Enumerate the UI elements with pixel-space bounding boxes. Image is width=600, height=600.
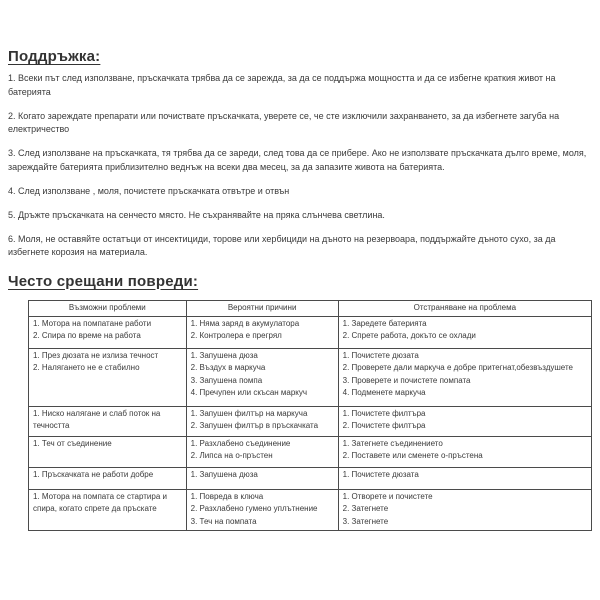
table-cell-causes (186, 316, 338, 348)
cell-line: 2. Почистете филтъра (342, 421, 426, 430)
faults-heading: Често срещани повреди: (8, 272, 199, 290)
table-cell-solutions (338, 316, 591, 348)
cell-line: 2. Проверете дали маркуча е добре притегнат,обезвъздушете (342, 363, 573, 372)
faults-table-header-row (29, 300, 592, 316)
maintenance-item: 3. След използване на пръскачката, тя трябва да се зареди, след това да се прибере. Ако не използвате пръскачката дълго време, моля, зареждайте батерията приблизително веднъж на всеки два месец, за да запазите живота на батерията. (8, 148, 587, 172)
table-cell-solutions (338, 467, 591, 489)
cell-line: 2. Спира по време на работа (33, 331, 141, 340)
table-row (29, 348, 592, 406)
cell-line: 1. Почистете филтъра (342, 408, 426, 418)
table-cell-problems (29, 348, 187, 406)
column-header: Отстраняване на проблема (338, 300, 591, 316)
table-cell-causes (186, 406, 338, 436)
table-row (29, 489, 592, 531)
table-cell-problems (29, 436, 187, 467)
cell-line: 1. Теч от съединение (33, 438, 112, 448)
cell-line: 3. Проверете и почистете помпата (342, 375, 471, 385)
cell-line: 1. Запушена дюза (190, 469, 258, 479)
cell-line: 4. Пречупен или скъсан маркуч (190, 388, 308, 397)
cell-line: 1. Затегнете съединението (342, 438, 443, 448)
table-cell-causes (186, 489, 338, 531)
cell-line: 1. Запушена дюза (190, 350, 258, 360)
cell-line: 2. Запушен филтър в пръскачката (190, 421, 319, 430)
table-cell-solutions (338, 348, 591, 406)
cell-line: 3. Запушена помпа (190, 375, 263, 385)
cell-line: 1. Мотора на помпата се стартира и спира, когато спрете да пръскате (33, 491, 167, 513)
cell-line: 1. През дюзата не излиза течност (33, 350, 159, 360)
cell-line: 3. Теч на помпата (190, 516, 257, 526)
cell-line: 1. Почистете дюзата (342, 350, 419, 360)
table-cell-causes (186, 467, 338, 489)
table-cell-causes (186, 436, 338, 467)
table-cell-problems (29, 316, 187, 348)
cell-line: 3. Затегнете (342, 516, 389, 526)
faults-table-body (29, 316, 592, 531)
cell-line: 2. Спрете работа, докъто се охлади (342, 331, 476, 340)
maintenance-item: 1. Всеки път след използване, пръскачката трябва да се зарежда, за да се поддържа мощността и да се избегне краткия живот на батерията (8, 73, 556, 97)
column-header: Възможни проблеми (29, 300, 187, 316)
table-cell-solutions (338, 406, 591, 436)
cell-line: 1. Разхлабено съединение (190, 438, 291, 448)
cell-line: 2. Поставете или сменете о-пръстена (342, 451, 483, 460)
column-header: Вероятни причини (186, 300, 338, 316)
table-row (29, 467, 592, 489)
maintenance-item: 4. След използване , моля, почистете пръскачката отвътре и отвън (8, 185, 290, 196)
cell-line: 1. Ниско налягане и слаб поток на течността (33, 408, 161, 430)
table-cell-solutions (338, 489, 591, 531)
cell-line: 1. Няма заряд в акумулатора (190, 318, 300, 328)
table-cell-problems (29, 467, 187, 489)
cell-line: 1. Повреда в ключа (190, 491, 264, 501)
cell-line: 2. Затегнете (342, 504, 389, 513)
cell-line: 1. Отворете и почистете (342, 491, 433, 501)
table-cell-causes (186, 348, 338, 406)
table-cell-problems (29, 406, 187, 436)
cell-line: 1. Пръскачката не работи добре (33, 469, 154, 479)
cell-line: 1. Заредете батерията (342, 318, 427, 328)
maintenance-item: 2. Когато зареждате препарати или почиствате пръскачката, уверете се, че сте изключили захранването, за да избегнете загуба на електричество (8, 110, 560, 134)
cell-line: 1. Мотора на помпатане работи (33, 318, 152, 328)
table-row (29, 436, 592, 467)
cell-line: 2. Налягането не е стабилно (33, 363, 140, 372)
cell-line: 1. Запушен филтър на маркуча (190, 408, 308, 418)
table-cell-solutions (338, 436, 591, 467)
table-row (29, 316, 592, 348)
cell-line: 2. Разхлабено гумено уплътнение (190, 504, 318, 513)
cell-line: 2. Липса на о-пръстен (190, 451, 273, 460)
table-row (29, 406, 592, 436)
cell-line: 2. Контролера е прегрял (190, 331, 282, 340)
maintenance-item: 6. Моля, не оставяйте остатъци от инсектициди, торове или хербициди на дъното на резервоара, поддържайте дъното сухо, за да избегнете корозия на материала. (8, 233, 556, 257)
maintenance-heading: Поддръжка: (8, 48, 101, 65)
faults-table (28, 300, 592, 532)
cell-line: 4. Подменете маркуча (342, 388, 426, 397)
maintenance-item: 5. Дръжте пръскачката на сенчесто място. Не съхранявайте на пряка слънчева светлина. (8, 209, 385, 220)
cell-line: 1. Почистете дюзата (342, 469, 419, 479)
cell-line: 2. Въздух в маркуча (190, 363, 266, 372)
table-cell-problems (29, 489, 187, 531)
